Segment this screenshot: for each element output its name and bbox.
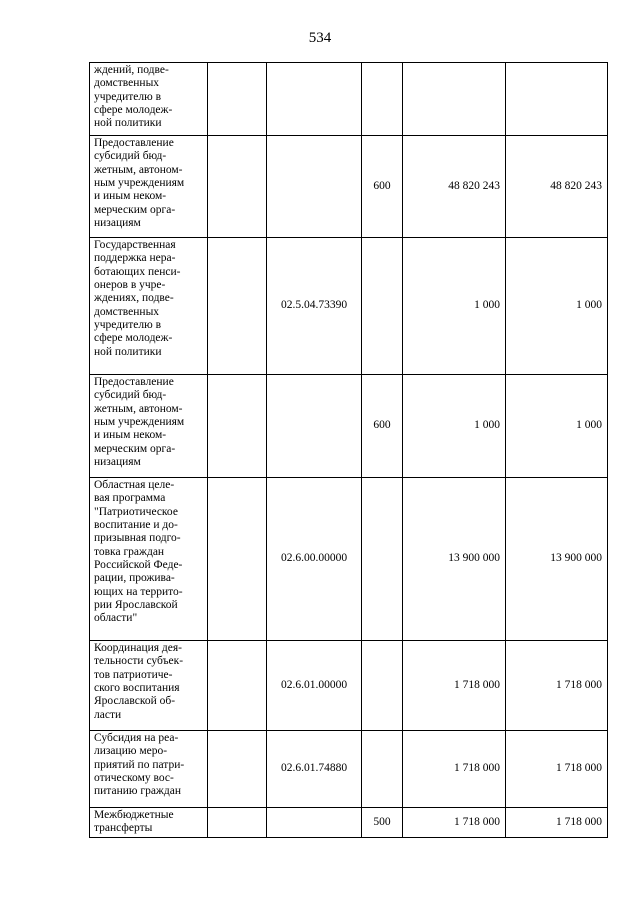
row-name-cell: Межбюджетные трансферты <box>90 808 208 838</box>
amount-cell-2: 13 900 000 <box>506 478 608 641</box>
target-code-cell <box>267 136 362 238</box>
blank-cell <box>208 238 267 375</box>
expense-type-cell <box>362 478 403 641</box>
row-name-cell: ждений, подве- домственных учредителю в сфере молодеж- ной политики <box>90 63 208 136</box>
expense-type-cell <box>362 731 403 808</box>
amount-cell-2: 1 718 000 <box>506 808 608 838</box>
blank-cell <box>208 478 267 641</box>
table-row <box>90 808 608 838</box>
blank-cell <box>208 136 267 238</box>
target-code-cell: 02.6.00.00000 <box>267 478 362 641</box>
blank-cell <box>208 63 267 136</box>
table-row <box>90 238 608 375</box>
row-name-cell: Областная целе- вая программа "Патриотическое воспитание и до- призывная подго- товка граждан Российской Феде- рации, прожива- ющих на террито- рии Ярославской области" <box>90 478 208 641</box>
expense-type-cell: 600 <box>362 375 403 478</box>
blank-cell <box>208 808 267 838</box>
amount-cell-2: 1 000 <box>506 238 608 375</box>
table-row <box>90 63 608 136</box>
expense-type-cell: 500 <box>362 808 403 838</box>
target-code-cell <box>267 808 362 838</box>
amount-cell-1: 1 718 000 <box>403 731 506 808</box>
amount-cell-1: 1 000 <box>403 375 506 478</box>
blank-cell <box>208 731 267 808</box>
amount-cell-2: 1 718 000 <box>506 641 608 731</box>
amount-cell-2 <box>506 63 608 136</box>
table-row <box>90 641 608 731</box>
target-code-cell: 02.5.04.73390 <box>267 238 362 375</box>
row-name-cell: Субсидия на реа- лизацию меро- приятий по патри- отическому вос- питанию граждан <box>90 731 208 808</box>
amount-cell-1: 48 820 243 <box>403 136 506 238</box>
target-code-cell <box>267 375 362 478</box>
row-name-cell: Государственная поддержка нера- ботающих пенси- онеров в учре- ждениях, подве- домственных учредителю в сфере молодеж- ной политики <box>90 238 208 375</box>
blank-cell <box>208 641 267 731</box>
expense-type-cell <box>362 63 403 136</box>
expense-type-cell <box>362 238 403 375</box>
amount-cell-1 <box>403 63 506 136</box>
amount-cell-2: 1 718 000 <box>506 731 608 808</box>
budget-table <box>89 62 608 838</box>
target-code-cell: 02.6.01.74880 <box>267 731 362 808</box>
row-name-cell: Координация дея- тельности субъек- тов патриотиче- ского воспитания Ярославской об- ласти <box>90 641 208 731</box>
table-row <box>90 375 608 478</box>
page-number: 534 <box>308 30 332 46</box>
row-name-cell: Предоставление субсидий бюд- жетным, автоном- ным учреждениям и иным неком- мерческим орга- низациям <box>90 375 208 478</box>
amount-cell-2: 1 000 <box>506 375 608 478</box>
target-code-cell <box>267 63 362 136</box>
table-row <box>90 478 608 641</box>
expense-type-cell: 600 <box>362 136 403 238</box>
amount-cell-1: 1 000 <box>403 238 506 375</box>
table-row <box>90 136 608 238</box>
blank-cell <box>208 375 267 478</box>
row-name-cell: Предоставление субсидий бюд- жетным, автоном- ным учреждениям и иным неком- мерческим орга- низациям <box>90 136 208 238</box>
amount-cell-2: 48 820 243 <box>506 136 608 238</box>
table-row <box>90 731 608 808</box>
target-code-cell: 02.6.01.00000 <box>267 641 362 731</box>
expense-type-cell <box>362 641 403 731</box>
amount-cell-1: 1 718 000 <box>403 641 506 731</box>
amount-cell-1: 13 900 000 <box>403 478 506 641</box>
amount-cell-1: 1 718 000 <box>403 808 506 838</box>
